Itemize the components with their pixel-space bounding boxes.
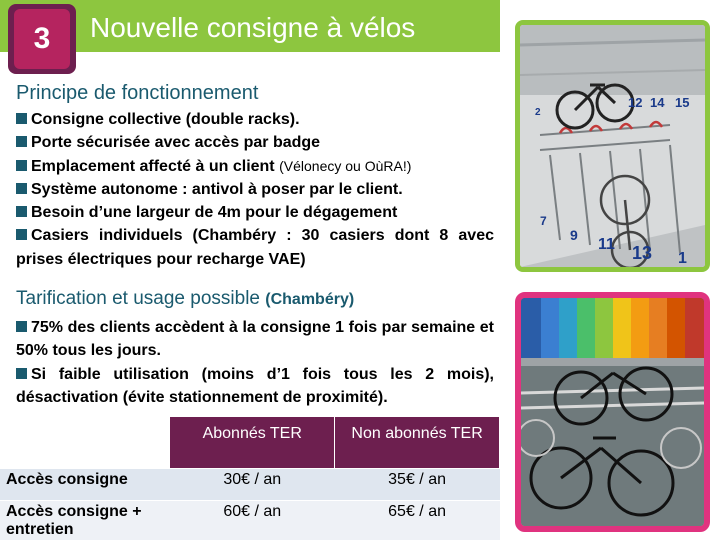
rack-number: 7 (540, 214, 547, 228)
rack-number: 13 (632, 243, 653, 263)
rack-number: 9 (570, 227, 578, 243)
section-heading-principe: Principe de fonctionnement (16, 82, 259, 104)
principe-bullet-list (16, 108, 494, 271)
table-cell: 65€ / an (335, 501, 500, 540)
square-bullet-icon (16, 206, 27, 217)
list-item: Casiers individuels (Chambéry : 30 casiers dont 8 avec prises électriques pour recharge VAE) (16, 227, 494, 268)
table-row-label: Accès consigne + entretien (0, 501, 170, 540)
rack-number: 11 (598, 236, 615, 253)
table-row (0, 469, 500, 501)
square-bullet-icon (16, 160, 27, 171)
table-row-label: Accès consigne (0, 469, 170, 501)
square-bullet-icon (16, 113, 27, 124)
list-item: Emplacement affecté à un client (Vélonecy ou OùRA!) (16, 155, 494, 178)
table-cell: 30€ / an (170, 469, 335, 501)
table-cell: 60€ / an (170, 501, 335, 540)
table-cell: 35€ / an (335, 469, 500, 501)
list-item: Système autonome : antivol à poser par le client. (16, 178, 494, 201)
section-number-badge (8, 4, 76, 74)
section-heading-tarification: Tarification et usage possible (Chambéry) (16, 288, 355, 309)
square-bullet-icon (16, 321, 27, 332)
bike-storage-illustration (521, 298, 704, 526)
rack-number: 1 (678, 250, 687, 267)
square-bullet-icon (16, 368, 27, 379)
list-item: Porte sécurisée avec accès par badge (16, 131, 494, 154)
square-bullet-icon (16, 229, 27, 240)
square-bullet-icon (16, 136, 27, 147)
table-corner (0, 417, 170, 469)
bike-rack-illustration (520, 25, 705, 267)
table-row (0, 501, 500, 540)
list-item: 75% des clients accèdent à la consigne 1 fois par semaine et 50% tous les jours. (16, 319, 494, 360)
list-item: Si faible utilisation (moins d’1 fois tous les 2 mois), désactivation (évite stationnement de proximité). (16, 365, 494, 406)
page-title: Nouvelle consigne à vélos (90, 12, 416, 43)
bike-rack-photo (515, 20, 710, 272)
square-bullet-icon (16, 183, 27, 194)
table-header-abonnes: Abonnés TER (170, 417, 335, 469)
list-item: Besoin d’une largeur de 4m pour le dégagement (16, 201, 494, 224)
rack-number: 2 (535, 107, 541, 118)
bike-storage-photo (515, 292, 710, 532)
tarif-table (0, 416, 500, 540)
list-item: Consigne collective (double racks). (16, 108, 494, 131)
rack-number: 15 (675, 95, 690, 110)
tarification-bullet-list (16, 316, 494, 409)
rack-number: 14 (650, 95, 665, 110)
bullet-note: (Vélonecy ou OùRA!) (279, 157, 412, 174)
table-header-non-abonnes: Non abonnés TER (335, 417, 500, 469)
rack-number: 12 (628, 95, 643, 110)
section-number: 3 (14, 9, 70, 69)
